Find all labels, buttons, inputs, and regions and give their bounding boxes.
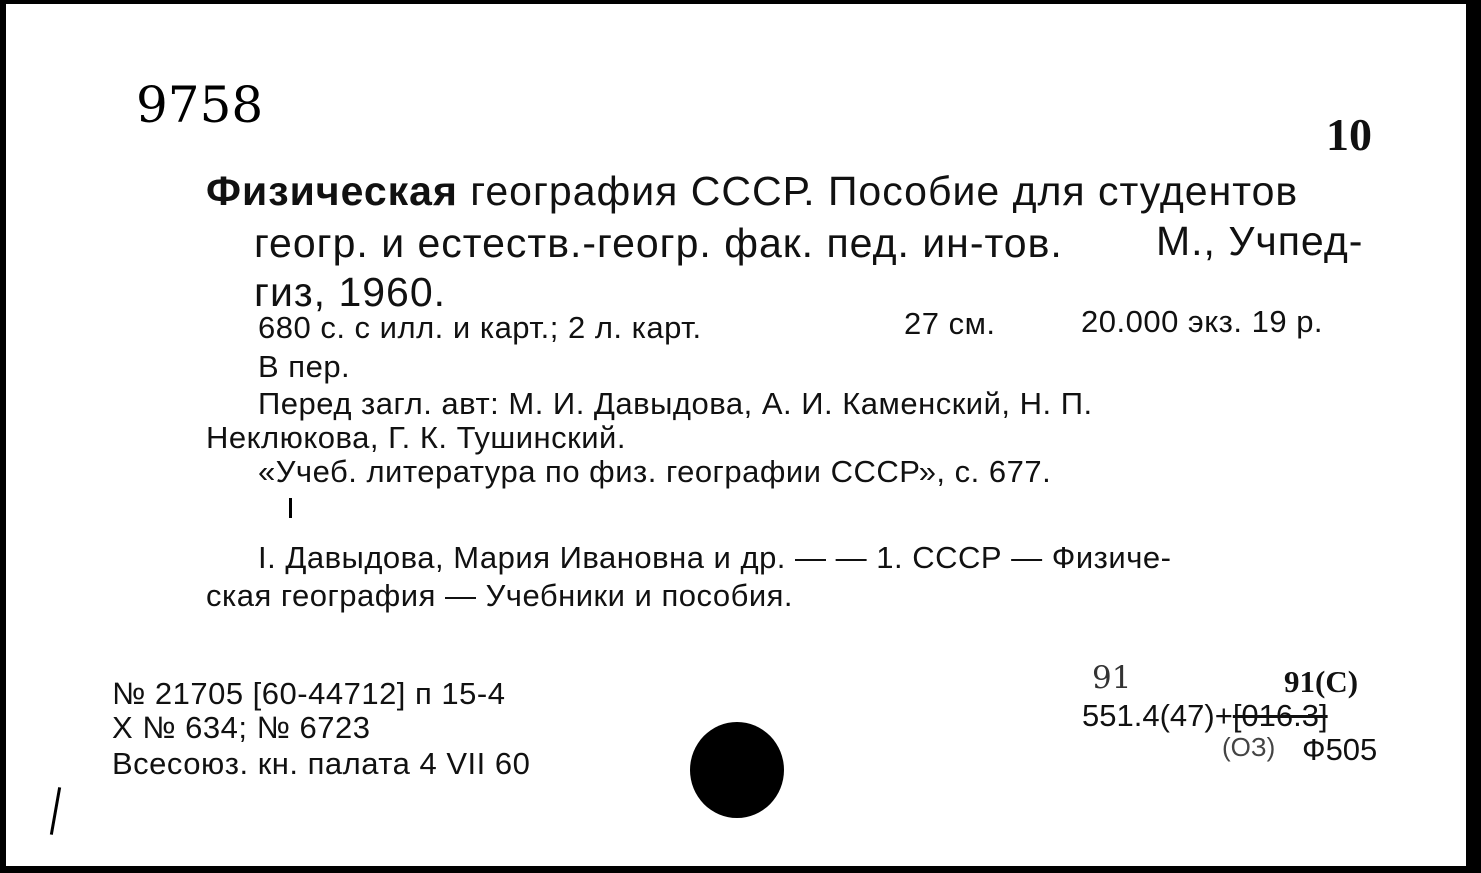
authors-line-2: Неклюкова, Г. К. Тушинский. [206,420,626,455]
pencil-tick [289,498,292,518]
handwritten-mark-91: 91 [1092,660,1132,696]
catalog-card [6,4,1466,866]
class-number: 91(С) [1284,664,1359,699]
title-line-2: геогр. и естеств.-геогр. фак. пед. ин-тов. [254,220,1063,266]
title-line-3: гиз, 1960. [254,269,447,315]
authors-line-1: Перед загл. авт: М. И. Давыдова, А. И. Каменский, Н. П. [258,386,1093,421]
udc-prefix: 551.4(47)+ [1082,698,1233,733]
physical-print: 20.000 экз. 19 р. [1081,304,1324,339]
handwritten-mark-2: (ОЗ) [1222,732,1276,762]
shelf-mark: Ф505 [1302,732,1378,767]
physical-pages: 680 с. с илл. и карт.; 2 л. карт. [258,310,702,345]
tracings-line-2: ская география — Учебники и пособия. [206,578,794,613]
udc-struck: [016.3] [1232,698,1328,733]
card-number: 10 [1326,109,1372,160]
punch-hole [690,722,784,818]
binding: В пер. [258,349,351,384]
tracings-line-1: I. Давыдова, Мария Ивановна и др. — — 1. СССР — Физиче- [258,540,1172,575]
title-rest: география СССР. Пособие для студентов [457,168,1299,214]
footer-left-line-1: № 21705 [60-44712] п 15-4 [112,676,506,711]
footer-left-line-3: Всесоюз. кн. палата 4 VII 60 [112,746,531,781]
handwritten-number: 9758 [136,76,264,134]
udc-line [1082,698,1328,734]
pencil-slash [50,787,61,835]
title-line-1 [206,168,1298,215]
publisher-part: М., Учпед- [1156,218,1364,264]
physical-size: 27 см. [904,306,996,341]
title-bold-word: Физическая [206,168,458,214]
note: «Учеб. литература по физ. географии СССР», с. 677. [258,454,1052,489]
footer-left-line-2: X № 634; № 6723 [112,710,371,745]
